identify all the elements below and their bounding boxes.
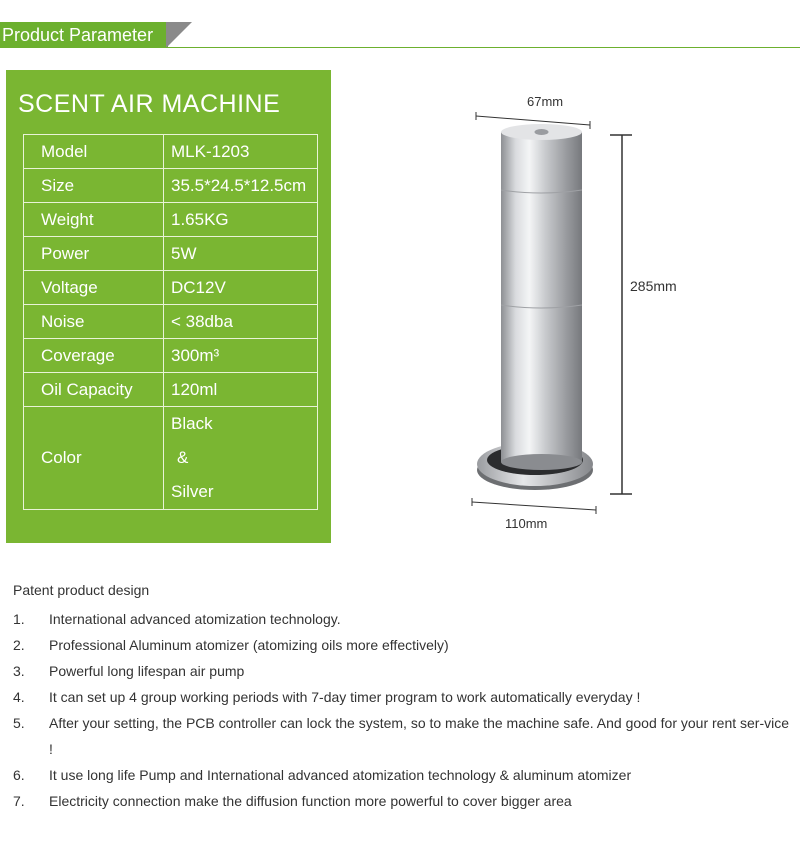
- spec-label: Voltage: [24, 271, 164, 305]
- spec-label: Weight: [24, 203, 164, 237]
- spec-panel: [6, 70, 331, 543]
- feature-number: 1.: [13, 611, 25, 627]
- feature-number: 5.: [13, 715, 25, 731]
- spec-row-voltage: [24, 271, 318, 305]
- spec-value: < 38dba: [164, 305, 318, 339]
- spec-row-oil-capacity: [24, 373, 318, 407]
- spec-value: 300m³: [164, 339, 318, 373]
- spec-value: 120ml: [164, 373, 318, 407]
- feature-item: [13, 762, 793, 788]
- feature-text: It use long life Pump and International advanced atomization technology & aluminum atomizer: [49, 767, 632, 783]
- base-diameter-label: 110mm: [505, 516, 548, 531]
- feature-item: [13, 788, 793, 814]
- spec-table: [23, 134, 318, 510]
- feature-number: 4.: [13, 689, 25, 705]
- spec-row-size: [24, 169, 318, 203]
- spec-value: MLK-1203: [164, 135, 318, 169]
- spec-row-color: [24, 407, 318, 510]
- spec-row-coverage: [24, 339, 318, 373]
- feature-item: [13, 606, 793, 632]
- spec-value: 1.65KG: [164, 203, 318, 237]
- spec-row-model: [24, 135, 318, 169]
- spec-value: 35.5*24.5*12.5cm: [164, 169, 318, 203]
- feature-item: [13, 710, 793, 762]
- description-title: Patent product design: [13, 582, 150, 598]
- feature-text: International advanced atomization technology.: [49, 611, 341, 627]
- feature-item: [13, 658, 793, 684]
- feature-text: After your setting, the PCB controller can lock the system, so to make the machine safe. And good for your rent ser-vice !: [49, 715, 790, 757]
- spec-row-weight: [24, 203, 318, 237]
- feature-text: It can set up 4 group working periods with 7-day timer program to work automatically everyday !: [49, 689, 641, 705]
- section-title: Product Parameter: [0, 22, 168, 48]
- spec-label: Noise: [24, 305, 164, 339]
- color-option: Silver: [171, 482, 214, 501]
- feature-item: [13, 684, 793, 710]
- color-option: Black: [171, 414, 213, 433]
- spec-row-noise: [24, 305, 318, 339]
- diffuser-image: [460, 80, 710, 540]
- diameter-label: 67mm: [527, 94, 564, 109]
- spec-value-color: [164, 407, 318, 510]
- spec-value: 5W: [164, 237, 318, 271]
- section-title-fold: [166, 22, 192, 48]
- spec-label: Model: [24, 135, 164, 169]
- feature-number: 6.: [13, 767, 25, 783]
- color-separator: &: [177, 448, 189, 467]
- feature-number: 7.: [13, 793, 25, 809]
- spec-label: Oil Capacity: [24, 373, 164, 407]
- spec-row-power: [24, 237, 318, 271]
- height-label: 285mm: [630, 278, 677, 294]
- feature-text: Electricity connection make the diffusion function more powerful to cover bigger area: [49, 793, 572, 809]
- spec-label: Power: [24, 237, 164, 271]
- feature-number: 2.: [13, 637, 25, 653]
- section-divider: [0, 47, 800, 48]
- panel-title: SCENT AIR MACHINE: [18, 90, 281, 118]
- feature-text: Professional Aluminum atomizer (atomizing oils more effectively): [49, 637, 449, 653]
- product-illustration: [460, 80, 710, 540]
- spec-label: Coverage: [24, 339, 164, 373]
- spec-label: Size: [24, 169, 164, 203]
- spec-label: Color: [24, 407, 164, 510]
- feature-number: 3.: [13, 663, 25, 679]
- spec-value: DC12V: [164, 271, 318, 305]
- feature-item: [13, 632, 793, 658]
- product-description: [13, 582, 793, 814]
- feature-text: Powerful long lifespan air pump: [49, 663, 245, 679]
